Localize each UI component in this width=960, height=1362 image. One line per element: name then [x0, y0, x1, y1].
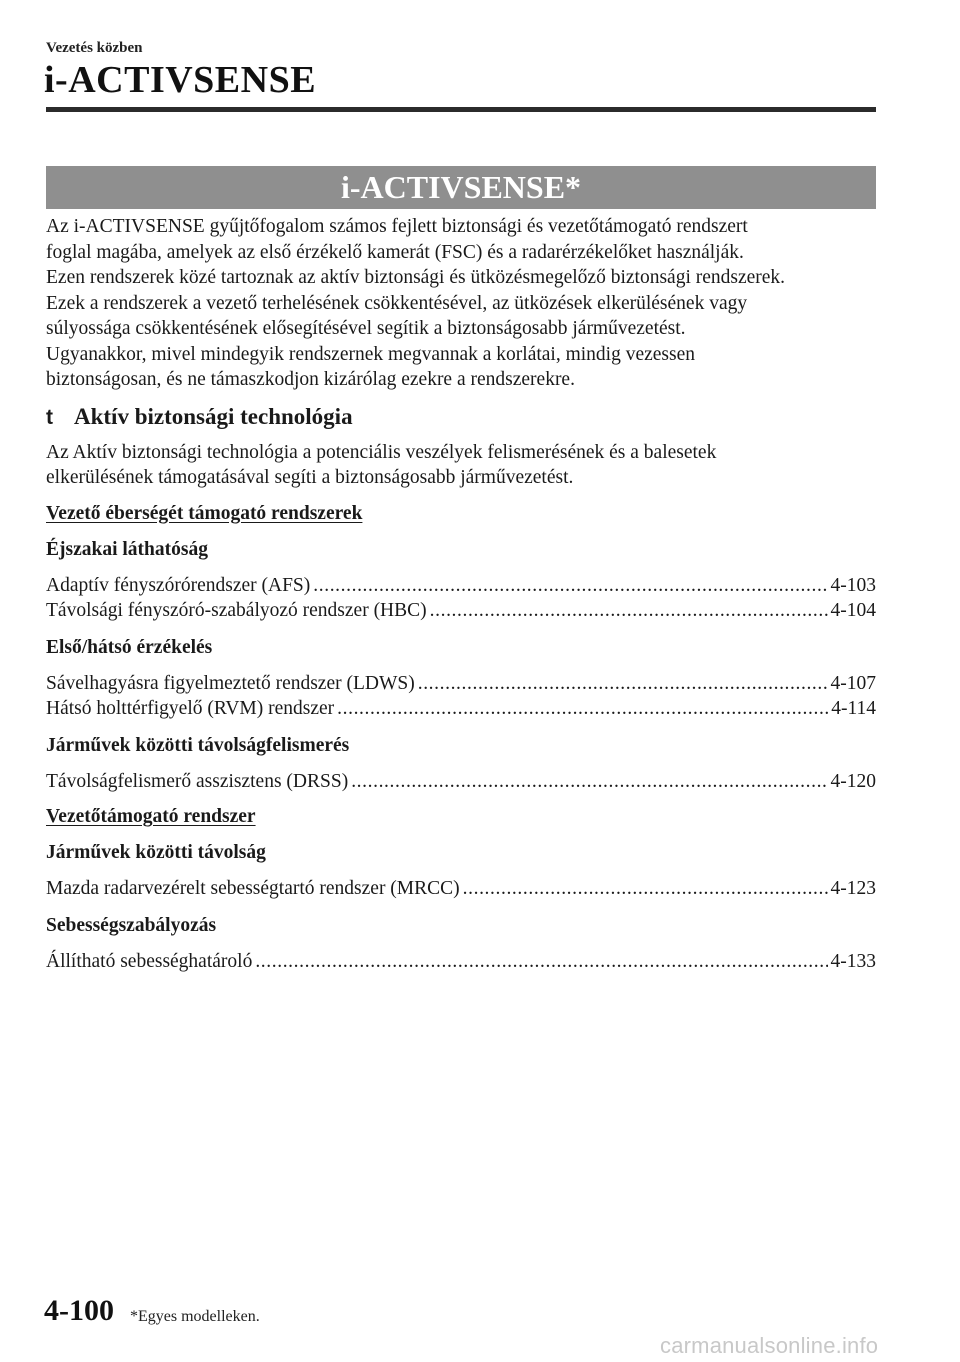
- toc-entry-page: 4-104: [830, 600, 876, 621]
- toc-entry-page: 4-107: [830, 672, 876, 694]
- toc-list: [46, 573, 876, 624]
- toc-entry-label: Állítható sebességhatároló: [46, 950, 253, 972]
- toc-leader-dots: [418, 671, 828, 697]
- intro-line: Ezen rendszerek közé tartoznak az aktív biztonsági és ütközésmegelőző biztonsági rendszerek.: [46, 267, 786, 288]
- chapter-title: i-ACTIVSENSE: [44, 59, 317, 101]
- toc-entry[interactable]: [46, 671, 876, 697]
- toc-entry-label: Adaptív fényszórórendszer (AFS): [46, 574, 311, 596]
- header-rule: [46, 107, 876, 112]
- toc-entry-page: 4-123: [830, 878, 876, 899]
- intro-line: Ugyanakkor, mivel mindegyik rendszernek megvannak a korlátai, mindig vezessen: [46, 343, 696, 365]
- group-title: Vezetőtámogató rendszer: [46, 806, 256, 827]
- toc-entry[interactable]: [46, 769, 876, 795]
- section-heading: [46, 404, 876, 430]
- toc-entry-page: 4-133: [830, 950, 876, 972]
- section-line: Az Aktív biztonsági technológia a potenciális veszélyek felismerésének és a balesetek: [46, 441, 717, 463]
- section-line: elkerülésének támogatásával segíti a biztonságosabb járművezetést.: [46, 467, 574, 488]
- running-head: Vezetés közben: [46, 40, 143, 56]
- toc-entry-label: Távolsági fényszóró-szabályozó rendszer (HBC): [46, 600, 427, 621]
- subsection-heading: Járművek közötti távolságfelismerés: [46, 734, 350, 756]
- intro-paragraph: [46, 214, 876, 393]
- toc-list: [46, 876, 876, 902]
- watermark: carmanualsonline.info: [660, 1333, 879, 1358]
- toc-leader-dots: [463, 876, 828, 902]
- toc-entry-label: Hátsó holttérfigyelő (RVM) rendszer: [46, 698, 335, 719]
- section-banner: i-ACTIVSENSE*: [46, 166, 876, 209]
- toc-list: [46, 671, 876, 722]
- toc-entry-label: Mazda radarvezérelt sebességtartó rendszer (MRCC): [46, 878, 460, 899]
- toc-entry-page: 4-114: [831, 698, 876, 719]
- page-number: 4-100: [44, 1294, 114, 1327]
- intro-line: biztonságosan, és ne támaszkodjon kizárólag ezekre a rendszerekre.: [46, 369, 575, 390]
- toc-leader-dots: [351, 769, 827, 795]
- footnote: *Egyes modelleken.: [130, 1308, 260, 1325]
- content: [46, 214, 876, 974]
- subsection-heading: Első/hátsó érzékelés: [46, 636, 213, 658]
- group-title: Vezető éberségét támogató rendszerek: [46, 502, 363, 524]
- section-bullet-icon: t: [46, 405, 53, 429]
- toc-entry-page: 4-103: [830, 574, 876, 596]
- toc-entry-label: Sávelhagyásra figyelmeztető rendszer (LDWS): [46, 672, 415, 694]
- intro-line: súlyossága csökkentésének elősegítésével segítik a biztonságosabb járművezetést.: [46, 318, 686, 339]
- subsection-heading: Sebességszabályozás: [46, 914, 217, 936]
- toc-entry[interactable]: [46, 949, 876, 975]
- intro-line: Az i-ACTIVSENSE gyűjtőfogalom számos fejlett biztonsági és vezetőtámogató rendszert: [46, 216, 748, 237]
- toc-entry[interactable]: [46, 598, 876, 624]
- toc-leader-dots: [313, 573, 827, 599]
- toc-entry[interactable]: [46, 573, 876, 599]
- toc-leader-dots: [337, 696, 828, 722]
- subsection-heading: Járművek közötti távolság: [46, 842, 266, 863]
- toc-leader-dots: [255, 949, 827, 975]
- toc-entry[interactable]: [46, 696, 876, 722]
- toc-entry[interactable]: [46, 876, 876, 902]
- toc-list: [46, 769, 876, 795]
- intro-line: Ezek a rendszerek a vezető terhelésének csökkentésével, az ütközések elkerülésének vagy: [46, 292, 748, 314]
- toc-leader-dots: [430, 598, 828, 624]
- toc-list: [46, 949, 876, 975]
- intro-line: foglal magába, amelyek az első érzékelő kamerát (FSC) és a radarérzékelőket használják.: [46, 241, 744, 263]
- toc-entry-label: Távolságfelismerő asszisztens (DRSS): [46, 770, 349, 792]
- section-paragraph: [46, 440, 876, 491]
- toc-entry-page: 4-120: [830, 770, 876, 792]
- section-heading-text: Aktív biztonsági technológia: [74, 403, 353, 429]
- subsection-heading: Éjszakai láthatóság: [46, 538, 208, 560]
